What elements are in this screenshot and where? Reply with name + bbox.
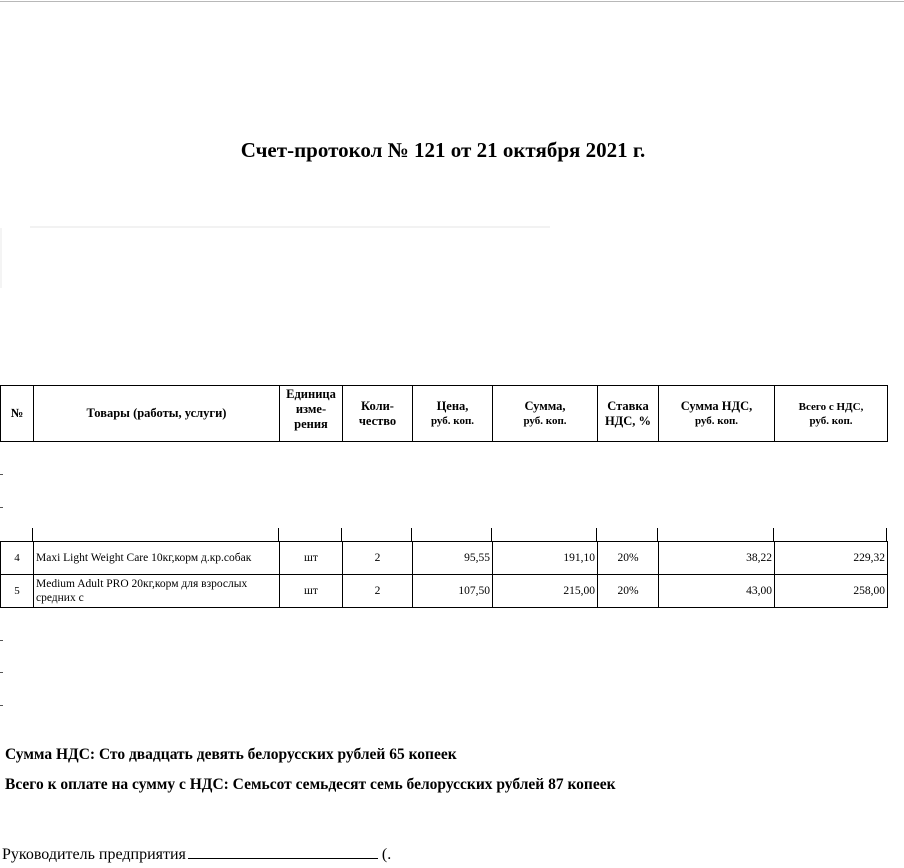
header-price: Цена, руб. коп. [413, 386, 493, 442]
faint-tick [0, 228, 2, 288]
header-total: Всего с НДС, руб. коп. [775, 386, 888, 442]
top-rule [0, 1, 904, 2]
cell-total: 258,00 [775, 575, 888, 608]
cell-unit: шт [280, 575, 343, 608]
cell-sum: 191,10 [493, 542, 598, 575]
header-vat-sum: Сумма НДС, руб. коп. [659, 386, 775, 442]
signature-line [2, 842, 391, 864]
signature-blank [188, 842, 378, 859]
cell-num: 5 [1, 575, 34, 608]
cell-name: Maxi Light Weight Care 10кг,корм д.кр.собак [34, 542, 280, 575]
table-row [1, 575, 888, 608]
table-header [0, 385, 888, 442]
margin-tick [0, 640, 3, 641]
cell-vat-sum: 43,00 [659, 575, 775, 608]
cell-vat-rate: 20% [598, 542, 659, 575]
cell-qty: 2 [343, 542, 413, 575]
cell-price: 95,55 [413, 542, 493, 575]
cell-unit: шт [280, 542, 343, 575]
margin-tick [0, 507, 3, 508]
table-row [1, 542, 888, 575]
row-fragment [32, 528, 886, 541]
cell-qty: 2 [343, 575, 413, 608]
signature-tail: (. [381, 846, 392, 863]
margin-tick [0, 705, 3, 706]
header-sum: Сумма, руб. коп. [493, 386, 598, 442]
grand-total-text: Всего к оплате на сумму с НДС: Семьсот семьдесят семь белорусских рублей 87 копеек [5, 776, 616, 793]
vat-total-text: Сумма НДС: Сто двадцать девять белорусских рублей 65 копеек [5, 746, 457, 763]
signature-label: Руководитель предприятия [2, 846, 186, 863]
cell-vat-sum: 38,22 [659, 542, 775, 575]
header-num: № [1, 386, 34, 442]
cell-num: 4 [1, 542, 34, 575]
cell-name: Medium Adult PRO 20кг,корм для взрослых средних с [34, 575, 280, 608]
faint-line [30, 226, 550, 228]
cell-sum: 215,00 [493, 575, 598, 608]
document-title: Счет-протокол № 121 от 21 октября 2021 г. [240, 138, 646, 162]
cell-vat-rate: 20% [598, 575, 659, 608]
header-qty: Коли- чество [343, 386, 413, 442]
items-table [0, 541, 888, 608]
margin-tick [0, 474, 3, 475]
cell-total: 229,32 [775, 542, 888, 575]
margin-tick [0, 672, 3, 673]
cell-price: 107,50 [413, 575, 493, 608]
header-unit: Единица изме- рения [280, 386, 343, 442]
header-vat-rate: Ставка НДС, % [598, 386, 659, 442]
header-goods: Товары (работы, услуги) [34, 386, 280, 442]
